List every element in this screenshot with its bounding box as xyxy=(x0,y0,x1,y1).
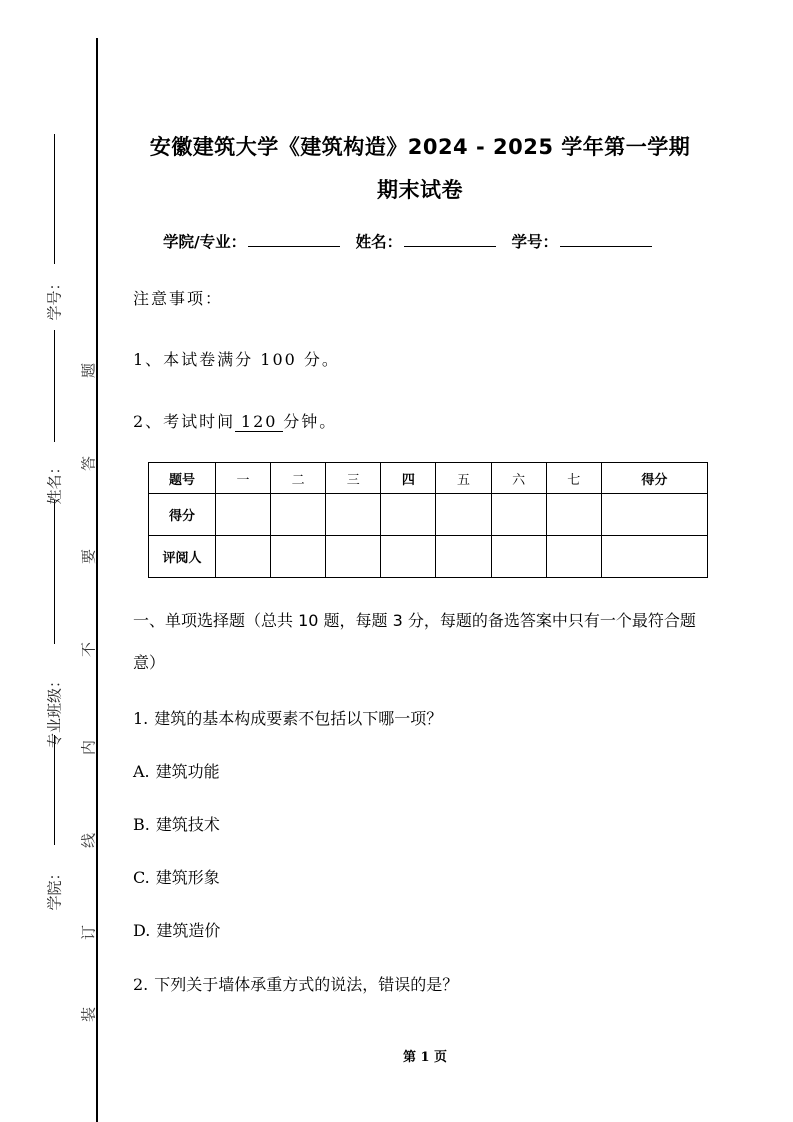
name-blank[interactable] xyxy=(404,231,496,247)
major-class-line-top xyxy=(54,500,55,644)
header-cell: 六 xyxy=(491,463,546,494)
seal-char: 订 xyxy=(79,925,98,941)
reviewer-cell[interactable] xyxy=(436,536,491,578)
exam-title: 安徽建筑大学《建筑构造》2024 - 2025 学年第一学期 xyxy=(149,135,691,159)
question-number: 2. xyxy=(133,975,149,994)
option-d xyxy=(133,918,220,941)
seal-char: 线 xyxy=(79,833,98,849)
college-major-blank[interactable] xyxy=(248,231,340,247)
major-class-field-label: 专业班级： xyxy=(45,673,64,749)
header-cell: 得分 xyxy=(601,463,707,494)
question-text: 下列关于墙体承重方式的说法，错误的是？ xyxy=(154,975,459,994)
student-id-field-label: 学号： xyxy=(45,275,64,321)
student-id-label: 学号： xyxy=(511,233,559,251)
section-heading: 一、单项选择题（总共 10 题，每题 3 分，每题的备选答案中只有一个最符合题意） xyxy=(133,611,696,672)
option-c xyxy=(133,865,220,888)
score-cell[interactable] xyxy=(491,494,546,536)
college-field-label: 学院： xyxy=(45,865,64,911)
college-major-label: 学院/专业： xyxy=(163,233,247,251)
major-class-line-bottom xyxy=(54,735,55,845)
exam-subtitle: 期末试卷 xyxy=(377,178,463,202)
name-line xyxy=(54,330,55,442)
header-cell: 七 xyxy=(546,463,601,494)
notice-item-2-prefix: 2、考试时间 xyxy=(133,412,236,431)
header-cell: 题号 xyxy=(149,463,216,494)
option-text: 建筑形象 xyxy=(155,868,220,887)
table-row xyxy=(149,536,708,578)
reviewer-cell[interactable] xyxy=(326,536,381,578)
reviewer-cell[interactable] xyxy=(491,536,546,578)
score-cell[interactable] xyxy=(436,494,491,536)
option-key: B. xyxy=(133,815,150,834)
seal-char: 答 xyxy=(79,456,98,472)
header-cell: 三 xyxy=(326,463,381,494)
seal-char: 不 xyxy=(79,642,98,658)
score-cell[interactable] xyxy=(601,494,707,536)
page-number: 第 1 页 xyxy=(402,1050,448,1065)
seal-char: 题 xyxy=(79,363,98,379)
name-label: 姓名： xyxy=(355,233,403,251)
reviewer-cell[interactable] xyxy=(546,536,601,578)
student-id-blank[interactable] xyxy=(560,231,652,247)
name-field-label: 姓名： xyxy=(45,459,64,505)
table-row xyxy=(149,494,708,536)
score-table-header-row xyxy=(149,463,708,494)
reviewer-cell[interactable] xyxy=(381,536,436,578)
option-key: D. xyxy=(133,921,151,940)
question-text: 建筑的基本构成要素不包括以下哪一项？ xyxy=(154,709,443,728)
score-table xyxy=(148,462,708,578)
score-cell[interactable] xyxy=(381,494,436,536)
option-key: C. xyxy=(133,868,150,887)
header-cell: 四 xyxy=(381,463,436,494)
score-cell[interactable] xyxy=(546,494,601,536)
exam-duration: 120 xyxy=(235,412,283,432)
score-cell[interactable] xyxy=(326,494,381,536)
option-key: A. xyxy=(133,762,150,781)
option-b xyxy=(133,812,220,835)
option-text: 建筑功能 xyxy=(155,762,220,781)
student-id-line xyxy=(54,134,55,264)
question-number: 1. xyxy=(133,709,149,728)
reviewer-cell[interactable] xyxy=(216,536,271,578)
option-text: 建筑造价 xyxy=(156,921,221,940)
row-label: 得分 xyxy=(149,494,216,536)
reviewer-cell[interactable] xyxy=(271,536,326,578)
question-1 xyxy=(133,706,442,729)
option-text: 建筑技术 xyxy=(155,815,220,834)
seal-char: 装 xyxy=(79,1007,98,1023)
seal-char: 要 xyxy=(79,549,98,565)
notice-item-2 xyxy=(133,409,337,432)
notice-heading: 注意事项： xyxy=(133,289,224,308)
header-cell: 五 xyxy=(436,463,491,494)
seal-char: 内 xyxy=(79,740,98,756)
score-cell[interactable] xyxy=(271,494,326,536)
question-2 xyxy=(133,972,458,995)
row-label: 评阅人 xyxy=(149,536,216,578)
reviewer-cell[interactable] xyxy=(601,536,707,578)
notice-item-1: 1、本试卷满分 100 分。 xyxy=(133,350,340,369)
student-info-line xyxy=(163,230,662,252)
binding-line xyxy=(96,38,98,1122)
header-cell: 二 xyxy=(271,463,326,494)
option-a xyxy=(133,759,220,782)
header-cell: 一 xyxy=(216,463,271,494)
score-cell[interactable] xyxy=(216,494,271,536)
notice-item-2-suffix: 分钟。 xyxy=(283,412,338,431)
